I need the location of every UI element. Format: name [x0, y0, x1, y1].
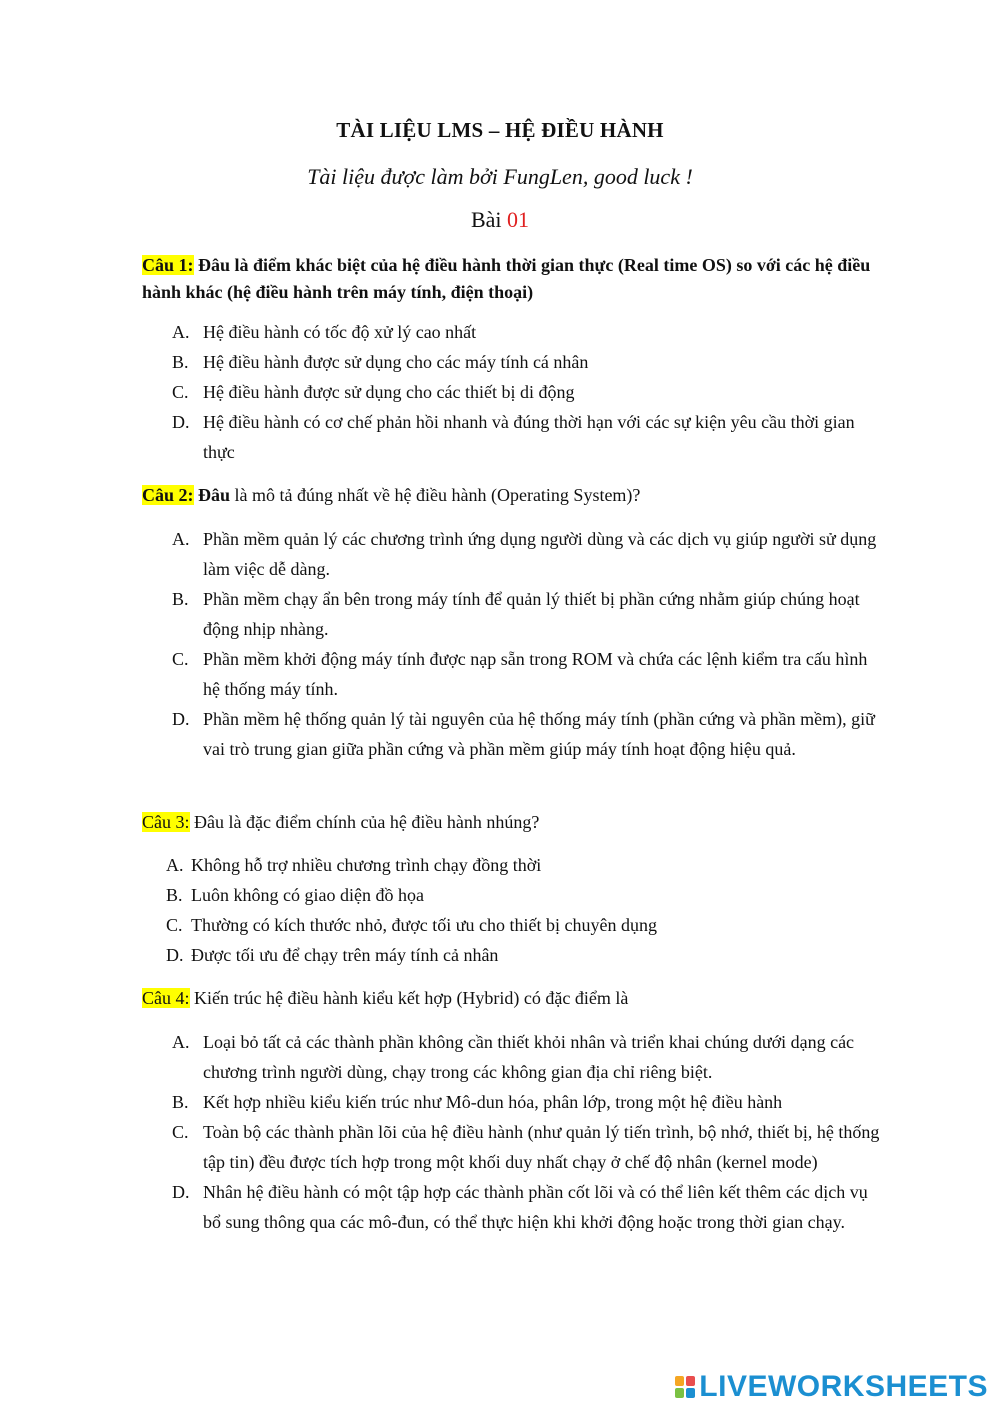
option-text: Hệ điều hành có tốc độ xử lý cao nhất [203, 322, 477, 342]
option-text: Phần mềm quản lý các chương trình ứng dụng người dùng và các dịch vụ giúp người sử dụng làm việc dễ dàng. [203, 529, 877, 579]
option-text: Loại bỏ tất cả các thành phần không cần thiết khỏi nhân và triển khai chúng dưới dạng các chương trình người dùng, chạy trong các không gian địa chỉ riêng biệt. [203, 1032, 855, 1082]
question-1-options [172, 317, 882, 467]
option-c[interactable] [166, 910, 876, 940]
question-2 [142, 482, 882, 509]
question-4-options [172, 1027, 882, 1237]
option-letter: C. [166, 915, 183, 935]
option-letter: A. [172, 1032, 190, 1052]
option-letter: C. [172, 382, 189, 402]
option-c[interactable] [172, 644, 882, 704]
option-a[interactable] [166, 850, 876, 880]
option-letter: D. [172, 709, 190, 729]
option-c[interactable] [172, 377, 882, 407]
question-4 [142, 985, 882, 1012]
option-letter: B. [172, 352, 189, 372]
option-text: Hệ điều hành được sử dụng cho các máy tính cá nhân [203, 352, 589, 372]
option-a[interactable] [172, 1027, 882, 1087]
option-b[interactable] [172, 1087, 882, 1117]
question-text: Đâu là đặc điểm chính của hệ điều hành nhúng? [189, 812, 540, 832]
liveworksheets-brand-text: LIVEWORKSHEETS [699, 1370, 988, 1403]
option-letter: C. [172, 1122, 189, 1142]
option-text: Được tối ưu để chạy trên máy tính cả nhân [191, 945, 499, 965]
lesson-heading [0, 207, 1000, 233]
option-text: Không hỗ trợ nhiều chương trình chạy đồng thời [191, 855, 542, 875]
question-1 [142, 252, 882, 306]
lesson-label: Bài [470, 207, 502, 232]
option-text: Hệ điều hành có cơ chế phản hồi nhanh và đúng thời hạn với các sự kiện yêu cầu thời gian thực [203, 412, 855, 462]
option-letter: D. [166, 945, 184, 965]
option-letter: B. [172, 589, 189, 609]
option-text: Luôn không có giao diện đồ họa [191, 885, 424, 905]
option-letter: A. [172, 322, 190, 342]
question-3-options [166, 850, 876, 970]
option-text: Kết hợp nhiều kiểu kiến trúc như Mô-dun hóa, phân lớp, trong một hệ điều hành [203, 1092, 783, 1112]
page-title: TÀI LIỆU LMS – HỆ ĐIỀU HÀNH [336, 118, 664, 142]
question-label: Câu 2: [142, 485, 194, 505]
option-d[interactable] [172, 1177, 882, 1237]
option-text: Toàn bộ các thành phần lõi của hệ điều hành (như quản lý tiến trình, bộ nhớ, thiết bị, hệ thống tập tin) đều được tích hợp trong một khối duy nhất chạy ở chế độ nhân (kernel mode) [203, 1122, 880, 1172]
question-text: Đâu là điểm khác biệt của hệ điều hành thời gian thực (Real time OS) so với các hệ điều hành khác (hệ điều hành trên máy tính, điện thoại) [142, 255, 871, 302]
option-text: Hệ điều hành được sử dụng cho các thiết bị di động [203, 382, 575, 402]
option-d[interactable] [172, 407, 882, 467]
liveworksheets-logo[interactable] [675, 1370, 988, 1404]
option-text: Phần mềm chạy ẩn bên trong máy tính để quản lý thiết bị phần cứng nhằm giúp chúng hoạt động nhịp nhàng. [203, 589, 860, 639]
option-letter: B. [172, 1092, 189, 1112]
lesson-number: 01 [507, 207, 530, 232]
option-d[interactable] [166, 940, 876, 970]
option-b[interactable] [166, 880, 876, 910]
question-label: Câu 3: [142, 812, 190, 832]
liveworksheets-logo-icon [675, 1376, 695, 1398]
option-text: Nhân hệ điều hành có một tập hợp các thành phần cốt lõi và có thể liên kết thêm các dịch vụ bổ sung thông qua các mô-đun, có thể thực hiện khi khởi động hoặc trong thời gian chạy. [203, 1182, 868, 1232]
option-letter: C. [172, 649, 189, 669]
question-label: Câu 1: [142, 255, 194, 275]
option-text: Phần mềm hệ thống quản lý tài nguyên của hệ thống máy tính (phần cứng và phần mềm), giữ vai trò trung gian giữa phần cứng và phần mềm giúp máy tính hoạt động hiệu quả. [203, 709, 875, 759]
question-bold-word: Đâu [193, 485, 231, 505]
option-letter: B. [166, 885, 183, 905]
option-letter: A. [166, 855, 184, 875]
option-letter: D. [172, 1182, 190, 1202]
question-text: là mô tả đúng nhất về hệ điều hành (Operating System)? [230, 485, 641, 505]
option-c[interactable] [172, 1117, 882, 1177]
option-b[interactable] [172, 584, 882, 644]
option-b[interactable] [172, 347, 882, 377]
question-3 [142, 809, 882, 836]
option-text: Phần mềm khởi động máy tính được nạp sẵn trong ROM và chứa các lệnh kiểm tra cấu hình hệ thống máy tính. [203, 649, 868, 699]
option-letter: D. [172, 412, 190, 432]
option-d[interactable] [172, 704, 882, 764]
question-2-options [172, 524, 882, 764]
option-a[interactable] [172, 524, 882, 584]
question-label: Câu 4: [142, 988, 190, 1008]
option-letter: A. [172, 529, 190, 549]
option-a[interactable] [172, 317, 882, 347]
option-text: Thường có kích thước nhỏ, được tối ưu cho thiết bị chuyên dụng [191, 915, 657, 935]
page-subtitle: Tài liệu được làm bởi FungLen, good luck ! [307, 164, 693, 189]
question-text: Kiến trúc hệ điều hành kiểu kết hợp (Hybrid) có đặc điểm là [189, 988, 629, 1008]
